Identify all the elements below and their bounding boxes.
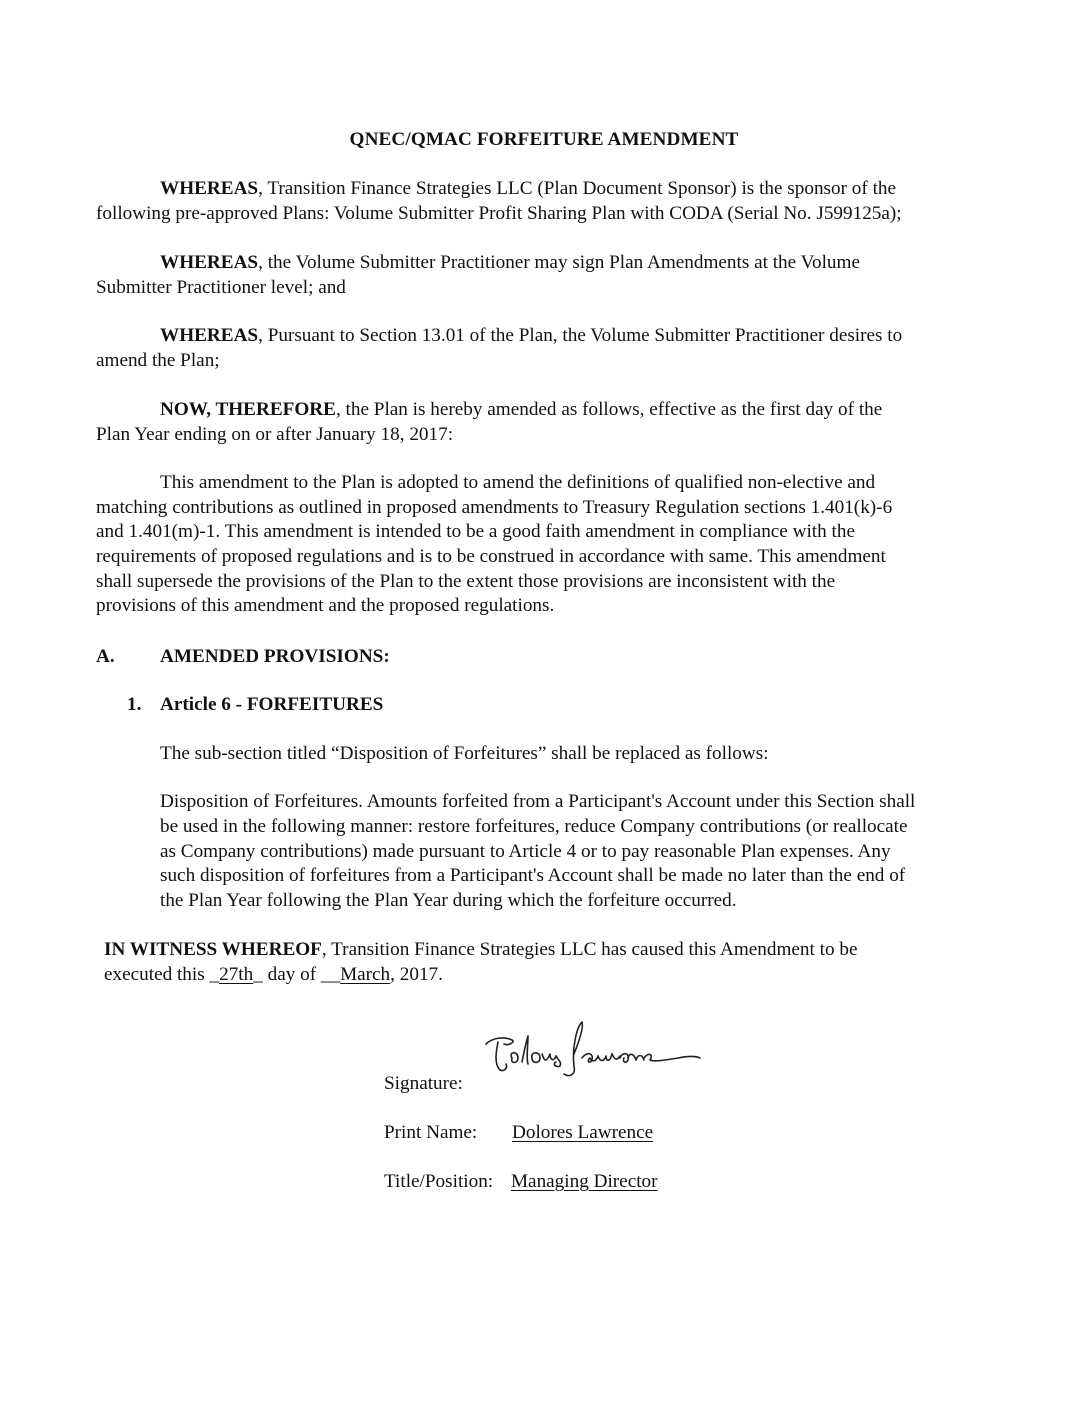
- now-therefore-line-1-text: , the Plan is hereby amended as follows, effective as the first day of the: [335, 399, 883, 420]
- section-a-marker: A.: [96, 646, 115, 667]
- intro-line-2: matching contributions as outlined in proposed amendments to Treasury Regulation sections 1.401(k)-6: [96, 497, 893, 518]
- whereas-3-lead: WHEREAS: [160, 325, 259, 346]
- witness-year-suffix: , 2017.: [390, 964, 443, 985]
- intro-line-5: shall supersede the provisions of the Plan to the extent those provisions are inconsistent with the: [96, 571, 836, 592]
- disposition-line-1: Disposition of Forfeitures. Amounts forfeited from a Participant's Account under this Section shall: [160, 791, 916, 812]
- witness-day: 27th: [219, 964, 254, 985]
- signature-label: Signature:: [384, 1073, 463, 1094]
- whereas-3-line-1: [160, 324, 902, 349]
- whereas-3-line-2: amend the Plan;: [96, 350, 220, 371]
- document-title: QNEC/QMAC FORFEITURE AMENDMENT: [349, 129, 739, 150]
- whereas-2-line-1-text: , the Volume Submitter Practitioner may sign Plan Amendments at the Volume: [258, 252, 860, 273]
- intro-line-4: requirements of proposed regulations and is to be construed in accordance with same. This amendment: [96, 546, 886, 567]
- witness-day-of-text: day of: [262, 964, 321, 985]
- title-position-label: Title/Position:: [384, 1171, 494, 1192]
- section-a-heading: AMENDED PROVISIONS:: [160, 646, 390, 667]
- intro-line-6: provisions of this amendment and the proposed regulations.: [96, 595, 555, 616]
- witness-executed-text: executed this: [104, 964, 210, 985]
- now-therefore-line-2: Plan Year ending on or after January 18, 2017:: [96, 424, 454, 445]
- print-name-value: Dolores Lawrence: [512, 1122, 654, 1143]
- whereas-2-lead: WHEREAS: [160, 252, 259, 273]
- witness-lead: IN WITNESS WHEREOF: [104, 939, 322, 960]
- witness-day-pad-right: _: [253, 964, 263, 985]
- disposition-line-2: be used in the following manner: restore forfeitures, reduce Company contributions (or reallocate: [160, 816, 908, 837]
- witness-month: March: [340, 964, 391, 985]
- title-position-value: Managing Director: [511, 1171, 658, 1192]
- intro-line-3: and 1.401(m)-1. This amendment is intended to be a good faith amendment in compliance with the: [96, 521, 855, 542]
- disposition-line-5: the Plan Year following the Plan Year during which the forfeiture occurred.: [160, 890, 737, 911]
- witness-month-pad-left: __: [320, 964, 341, 985]
- witness-line-1: [104, 938, 857, 963]
- subsection-intro: The sub-section titled “Disposition of Forfeitures” shall be replaced as follows:: [160, 743, 769, 764]
- whereas-3-line-1-text: , Pursuant to Section 13.01 of the Plan, the Volume Submitter Practitioner desires to: [258, 325, 903, 346]
- print-name-label: Print Name:: [384, 1122, 478, 1143]
- article-heading: Article 6 - FORFEITURES: [160, 694, 384, 715]
- whereas-1-line-1: [160, 177, 896, 202]
- disposition-line-3: as Company contributions) made pursuant to Article 4 or to pay reasonable Plan expenses. Any: [160, 841, 891, 862]
- disposition-line-4: such disposition of forfeitures from a Participant's Account shall be made no later than the end of: [160, 865, 906, 886]
- witness-line-2: [104, 963, 443, 988]
- intro-line-1: This amendment to the Plan is adopted to amend the definitions of qualified non-elective and: [160, 472, 876, 493]
- witness-line-1-text: , Transition Finance Strategies LLC has caused this Amendment to be: [321, 939, 858, 960]
- whereas-1-line-2: following pre-approved Plans: Volume Submitter Profit Sharing Plan with CODA (Serial No. J599125a);: [96, 203, 902, 224]
- witness-day-pad-left: _: [209, 964, 220, 985]
- now-therefore-lead: NOW, THEREFORE: [160, 399, 336, 420]
- article-number: 1.: [127, 694, 142, 715]
- whereas-1-lead: WHEREAS: [160, 178, 259, 199]
- whereas-1-line-1-text: , Transition Finance Strategies LLC (Plan Document Sponsor) is the sponsor of the: [258, 178, 897, 199]
- whereas-2-line-1: [160, 251, 860, 276]
- whereas-2-line-2: Submitter Practitioner level; and: [96, 277, 346, 298]
- handwritten-signature: [478, 1014, 708, 1094]
- now-therefore-line-1: [160, 398, 882, 423]
